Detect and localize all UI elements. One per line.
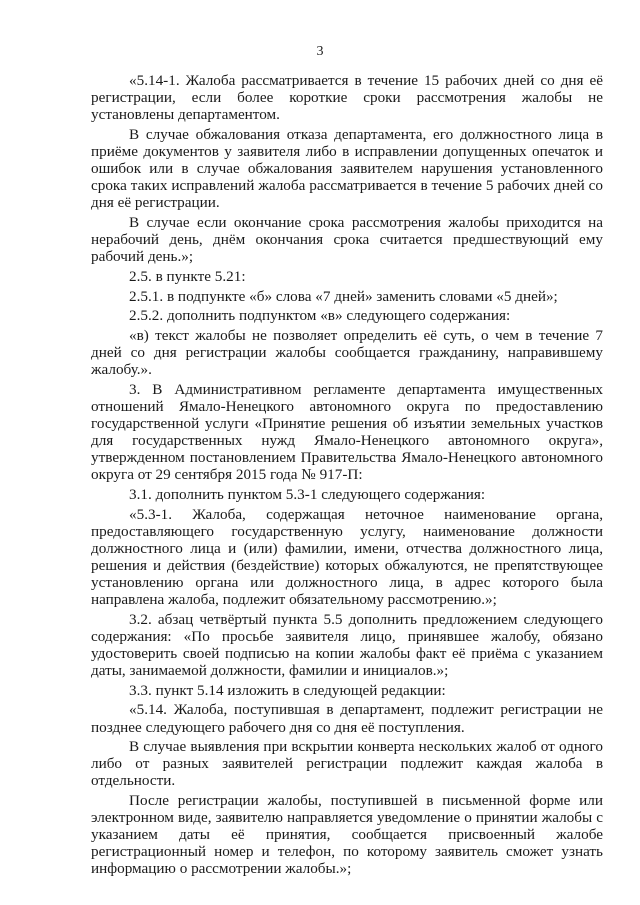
paragraph-3: 3. В Административном регламенте департамента имущественных отношений Ямало-Ненецкого автономного округа по предоставлению государственной услуги «Принятие решения об изъятии земельных участков для государственных нужд Ямало-Ненецкого автономного округа», утвержденном постановлением Правительства Ямало-Ненецкого автономного округа от 29 сентября 2015 года № 917-П: <box>91 380 603 484</box>
paragraph-2-5: 2.5. в пункте 5.21: <box>129 267 246 285</box>
paragraph-2-5-1: 2.5.1. в подпункте «б» слова «7 дней» заменить словами «5 дней»; <box>129 287 558 305</box>
paragraph-5-3-1: «5.3-1. Жалоба, содержащая неточное наименование органа, предоставляющего государственную услугу, наименование должности должностного лица и (или) фамилии, имени, отчества должностного лица, решения и действия (бездействие) которых обжалуются, не препятствующее установлению органа или должностного лица, в адрес которого была направлена жалоба, подлежит обязательному рассмотрению.»; <box>91 505 603 609</box>
paragraph-multiple-complaints: В случае выявления при вскрытии конверта нескольких жалоб от одного либо от разных заявителей регистрации подлежит каждая жалоба в отдельности. <box>91 738 603 790</box>
paragraph-5-14-1: «5.14-1. Жалоба рассматривается в течение 15 рабочих дней со дня её регистрации, если более короткие сроки рассмотрения жалобы не установлены департаментом. <box>91 72 603 124</box>
paragraph-3-1: 3.1. дополнить пунктом 5.3-1 следующего содержания: <box>129 485 486 503</box>
document-body <box>91 72 603 880</box>
paragraph-appeal-refusal: В случае обжалования отказа департамента, его должностного лица в приёме документов у заявителя либо в исправлении допущенных опечаток и ошибок или в случае обжалования заявителем нарушения установленного срока таких исправлений жалоба рассматривается в течение 5 рабочих дней со дня её регистрации. <box>91 125 603 212</box>
paragraph-3-2: 3.2. абзац четвёртый пункта 5.5 дополнить предложением следующего содержания: «По просьбе заявителя лицо, принявшее жалобу, обязано удостоверить своей подписью на копии жалобы факт её приёма с указанием даты, занимаемой должности, фамилии и инициалов.»; <box>91 610 603 680</box>
paragraph-3-3: 3.3. пункт 5.14 изложить в следующей редакции: <box>129 681 446 699</box>
paragraph-registration-notice: После регистрации жалобы, поступившей в письменной форме или электронном виде, заявителю направляется уведомление о принятии жалобы с указанием даты её принятия, сообщается присвоенный жалобе регистрационный номер и телефон, по которому заявитель сможет узнать информацию о рассмотрении жалобы.»; <box>91 792 603 878</box>
paragraph-subitem-v: «в) текст жалобы не позволяет определить её суть, о чем в течение 7 дней со дня регистрации жалобы сообщается гражданину, направившему жалобу.». <box>91 326 603 379</box>
paragraph-5-14: «5.14. Жалоба, поступившая в департамент, подлежит регистрации не позднее следующего рабочего дня со дня её поступления. <box>91 701 603 736</box>
page-number: 3 <box>316 44 324 59</box>
paragraph-2-5-2: 2.5.2. дополнить подпунктом «в» следующего содержания: <box>129 307 511 325</box>
paragraph-nonworking-day: В случае если окончание срока рассмотрения жалобы приходится на нерабочий день, днём окончания срока считается предшествующий ему рабочий день.»; <box>91 213 603 266</box>
